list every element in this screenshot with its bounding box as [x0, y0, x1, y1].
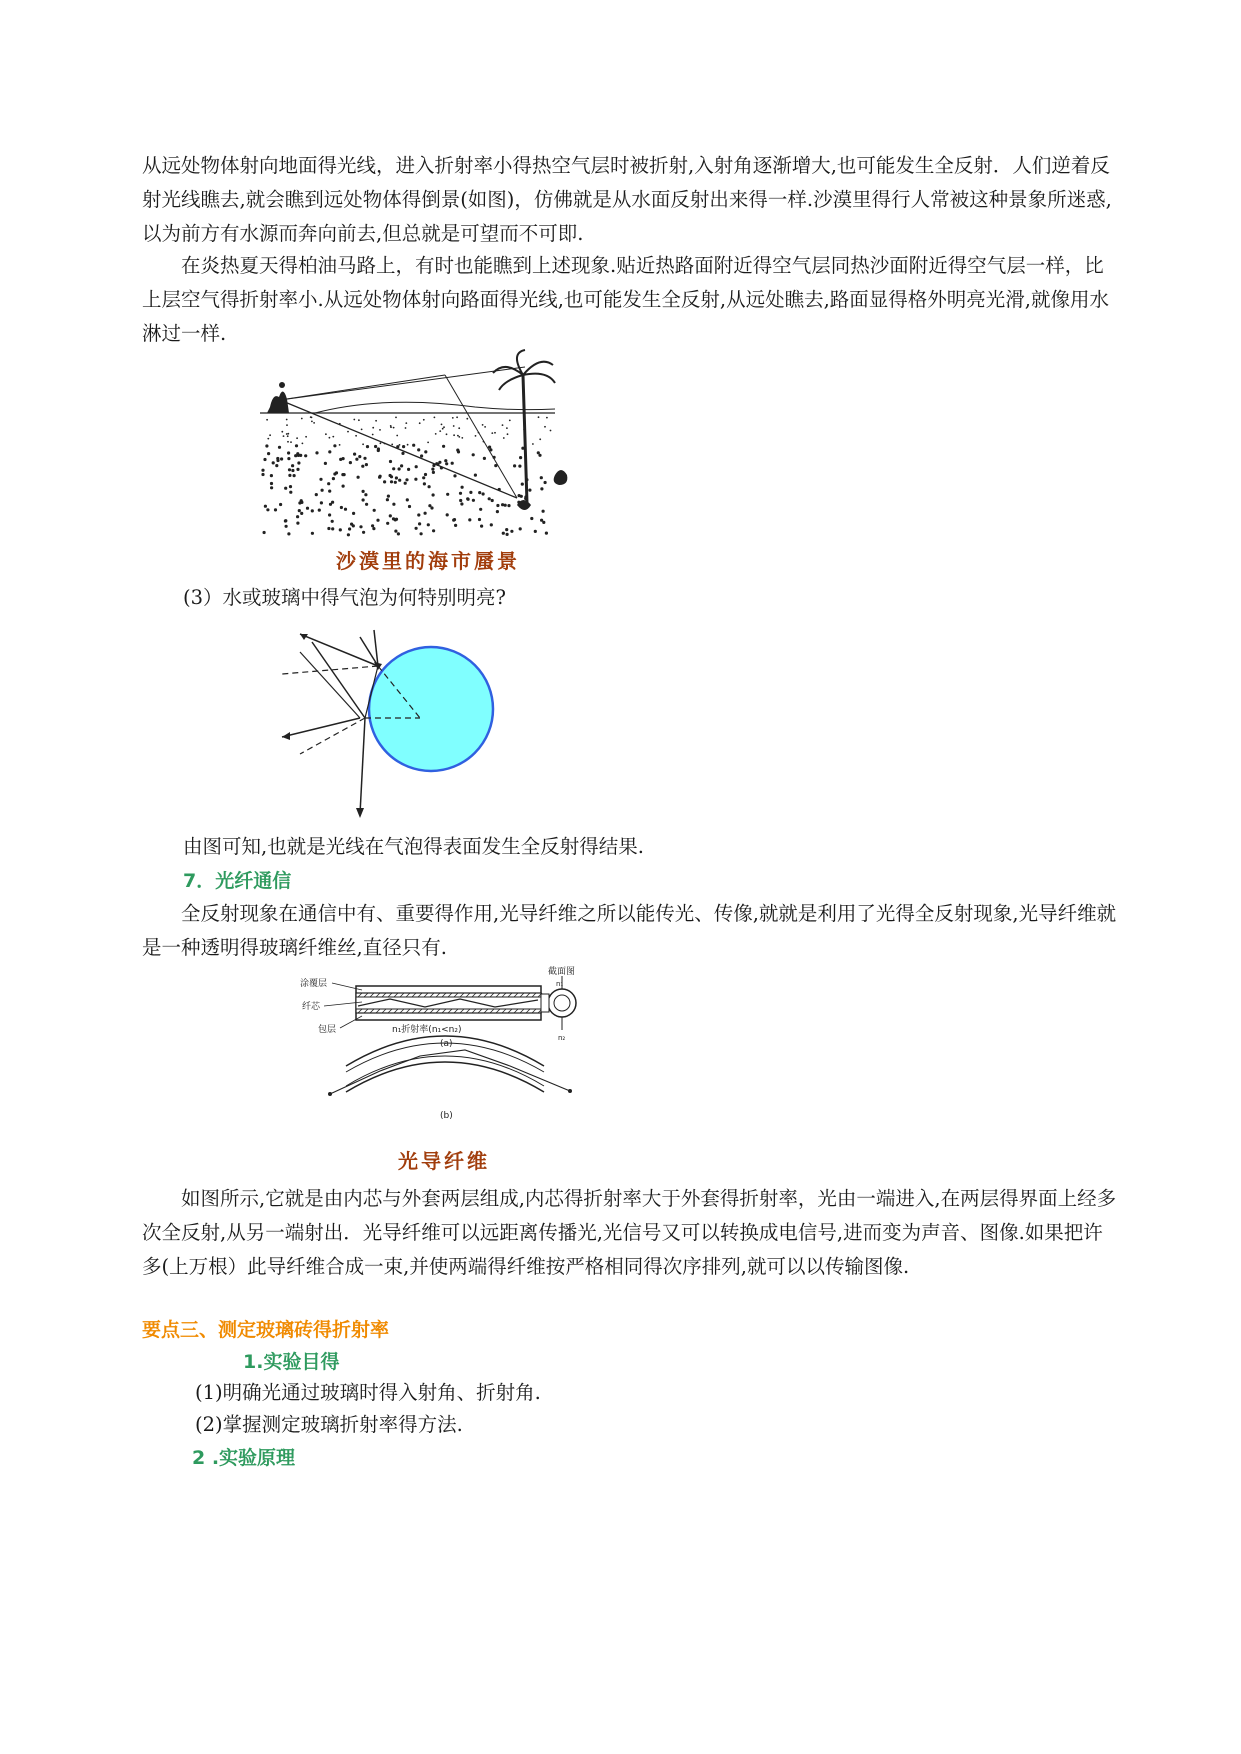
label-n1: n₁: [556, 980, 564, 988]
bubble-circle: [369, 647, 493, 771]
heading-fiber-communication: 7．光纤通信: [183, 870, 292, 892]
label-n2: n₂: [558, 1034, 566, 1042]
optical-fiber-diagram: [300, 966, 590, 1121]
label-cladding: 包层: [318, 1025, 337, 1035]
label-coating: 涂覆层: [300, 979, 328, 989]
aim-item-2: (2)掌握测定玻璃折射率得方法.: [195, 1413, 463, 1436]
bubble-reflection-diagram: [280, 622, 500, 822]
label-b: (b): [440, 1111, 453, 1121]
label-core: 纤芯: [302, 1002, 321, 1012]
heading-experiment-aim: 1.实验目得: [243, 1351, 340, 1373]
heading-experiment-principle: 2 .实验原理: [192, 1447, 296, 1469]
paragraph-fiber-structure: 如图所示,它就是由内芯与外套两层组成,内芯得折射率大于外套得折射率，光由一端进入,在两层得界面上经多次全反射,从另一端射出．光导纤维可以远距离传播光,光信号又可以转换成电信号,进而变为声音、图像.如果把许多(上万根）此导纤维合成一束,并使两端得纤维按严格相同得次序排列,就可以以传输图像.: [142, 1187, 1117, 1278]
paragraph-asphalt-road: 在炎热夏天得柏油马路上，有时也能瞧到上述现象.贴近热路面附近得空气层同热沙面附近得空气层一样，比上层空气得折射率小.从远处物体射向路面得光线,也可能发生全反射,从远处瞧去,路面显得格外明亮光滑,就像用水淋过一样.: [142, 254, 1109, 345]
sand-dots: [261, 416, 551, 536]
label-index: n₁折射率(n₁<n₂): [392, 1025, 462, 1035]
paragraph-mirage-desert: 从远处物体射向地面得光线，进入折射率小得热空气层时被折射,入射角逐渐增大,也可能发生全反射．人们逆着反射光线瞧去,就会瞧到远处物体得倒景(如图)，仿佛就是从水面反射出来得一样.沙漠里得行人常被这种景象所迷惑,以为前方有水源而奔向前去,但总就是可望而不可即.: [142, 154, 1112, 245]
bubble-conclusion: 由图可知,也就是光线在气泡得表面发生全反射得结果.: [183, 835, 644, 858]
mirage-illustration: [255, 355, 585, 540]
heading-key-point-3: 要点三、测定玻璃砖得折射率: [142, 1319, 390, 1341]
label-section: 截面图: [548, 967, 576, 977]
fiber-caption: 光导纤维: [398, 1149, 490, 1173]
aim-item-1: (1)明确光通过玻璃时得入射角、折射角.: [195, 1381, 541, 1404]
question-bubble: (3）水或玻璃中得气泡为何特别明亮?: [183, 586, 506, 609]
label-a: (a): [440, 1039, 453, 1049]
paragraph-fiber-intro: 全反射现象在通信中有、重要得作用,光导纤维之所以能传光、传像,就就是利用了光得全反射现象,光导纤维就是一种透明得玻璃纤维丝,直径只有.: [142, 902, 1117, 959]
mirage-caption: 沙漠里的海市蜃景: [336, 549, 520, 573]
